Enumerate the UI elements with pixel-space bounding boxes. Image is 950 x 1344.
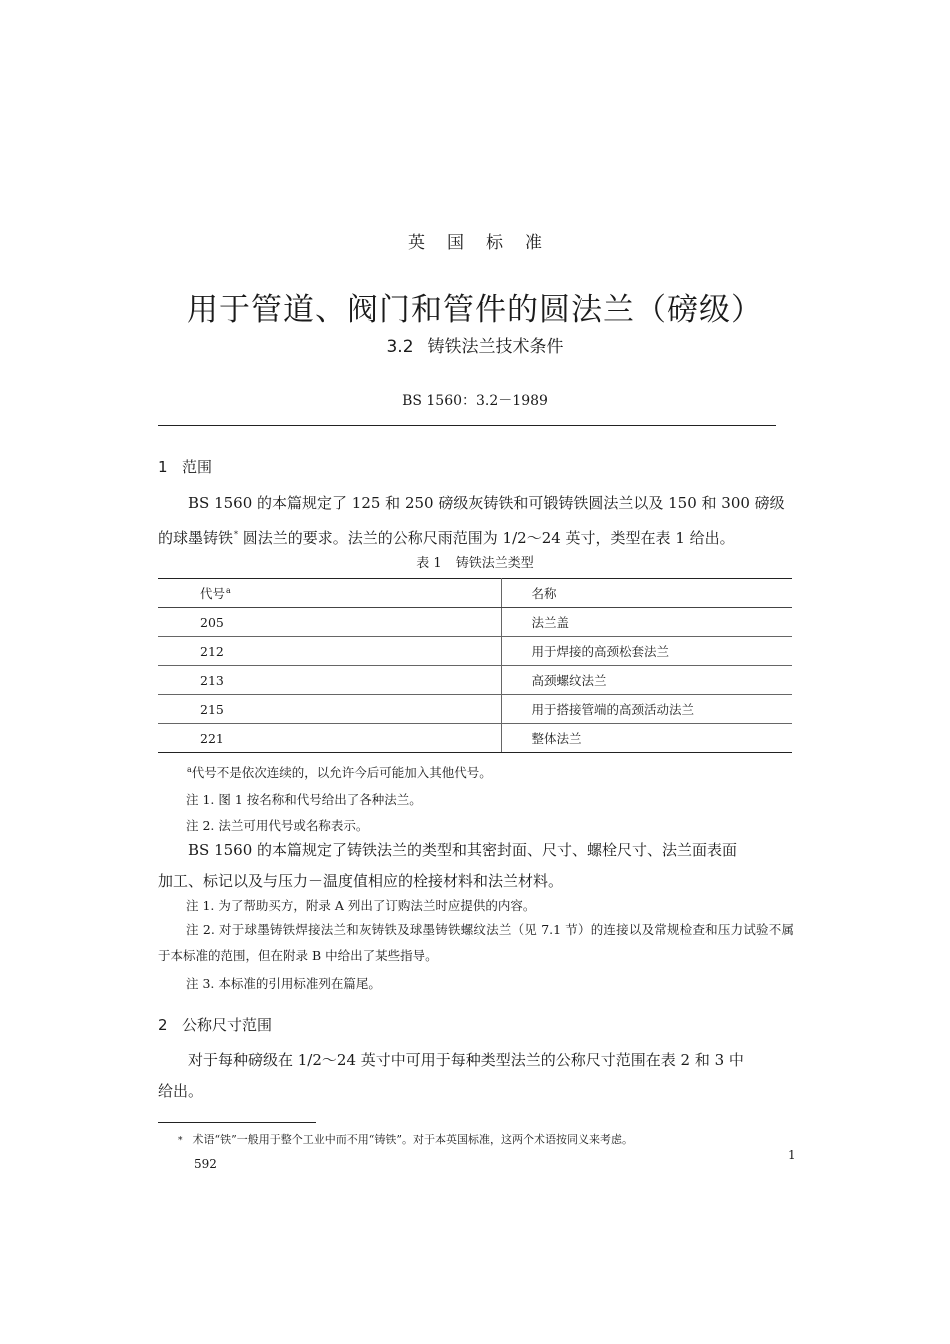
table-caption-text: 铸铁法兰类型 xyxy=(455,556,534,571)
note-2: 注 2. 法兰可用代号或名称表示。 xyxy=(186,818,369,833)
section2-paragraph xyxy=(158,1045,794,1107)
note-b2: 注 2. 对于球墨铸铁焊接法兰和灰铸铁及球墨铸铁螺纹法兰（见 7.1 节）的连接以及常规检查和压力试验不属于本标准的范围，但在附录 B 中给出了某些指导。 xyxy=(158,922,794,963)
paragraph-line: 的球墨铸铁* 圆法兰的要求。法兰的公称尺雨范围为 1/2～24 英寸，类型在表 1 给出。 xyxy=(158,529,735,547)
page-footnote: * 术语“铁”一般用于整个工业中而不用“铸铁”。对于本英国标准，这两个术语按同义来考虑。 xyxy=(178,1133,633,1146)
paragraph-line: 给出。 xyxy=(158,1082,204,1100)
table-footnote: $^a$代号不是依次连续的，以允许今后可能加入其他代号。 xyxy=(187,764,492,780)
footnote-divider xyxy=(158,1122,316,1123)
cell-code: 215 xyxy=(158,695,501,724)
cell-name: 用于焊接的高颈松套法兰 xyxy=(501,637,792,666)
section-number: 1 xyxy=(158,458,168,476)
paragraph-line: BS 1560 的本篇规定了铸铁法兰的类型和其密封面、尺寸、螺栓尺寸、法兰面表面 xyxy=(188,841,738,859)
table-caption-label: 表 1 xyxy=(416,556,442,571)
cell-code: 221 xyxy=(158,724,501,753)
paragraph-line: 对于每种磅级在 1/2～24 英寸中可用于每种类型法兰的公称尺寸范围在表 2 和 3 中 xyxy=(188,1051,744,1069)
note-b3: 注 3. 本标准的引用标准列在篇尾。 xyxy=(186,976,381,991)
table-row xyxy=(158,695,792,724)
header-char: 准 xyxy=(525,233,542,253)
table-header-row xyxy=(158,579,792,608)
subtitle-text: 铸铁法兰技术条件 xyxy=(427,337,564,357)
note-1: 注 1. 图 1 按名称和代号给出了各种法兰。 xyxy=(186,792,422,807)
paragraph-line: BS 1560 的本篇规定了 125 和 250 磅级灰铸铁和可锻铸铁圆法兰以及 150 和 300 磅级 xyxy=(188,494,785,512)
section1-paragraph-1 xyxy=(158,488,794,554)
table-row xyxy=(158,724,792,753)
table-row xyxy=(158,666,792,695)
document-title: 用于管道、阀门和管件的圆法兰（磅级） xyxy=(187,292,763,328)
note-b1: 注 1. 为了帮助买方，附录 A 列出了订购法兰时应提供的内容。 xyxy=(186,898,536,913)
column-header-name: 名称 xyxy=(501,579,792,608)
column-header-code: 代号$^a$ xyxy=(158,579,501,608)
footnote-marker: * xyxy=(178,1136,183,1146)
cell-name: 整体法兰 xyxy=(501,724,792,753)
footnote-marker: * xyxy=(234,530,239,539)
page-number: 1 xyxy=(788,1148,796,1162)
section1-paragraph-2 xyxy=(158,835,794,897)
cell-name: 法兰盖 xyxy=(501,608,792,637)
document-subtitle xyxy=(0,332,950,357)
section-heading-1 xyxy=(158,456,212,477)
cell-name: 高颈螺纹法兰 xyxy=(501,666,792,695)
section-title: 范围 xyxy=(182,458,213,476)
table-footnote-marker: a xyxy=(226,585,231,595)
cell-code: 212 xyxy=(158,637,501,666)
header-char: 英 xyxy=(408,233,425,253)
table-row xyxy=(158,637,792,666)
standard-number: BS 1560：3.2－1989 xyxy=(402,393,548,409)
cell-name: 用于搭接管端的高颈活动法兰 xyxy=(501,695,792,724)
section-number: 2 xyxy=(158,1016,168,1034)
table-footnote-marker: a xyxy=(187,764,192,774)
header-char: 标 xyxy=(486,233,503,253)
section-heading-2 xyxy=(158,1014,272,1035)
subtitle-number: 3.2 xyxy=(386,337,414,357)
section-title: 公称尺寸范围 xyxy=(182,1016,273,1034)
table-row xyxy=(158,608,792,637)
header-char: 国 xyxy=(447,233,464,253)
cell-code: 205 xyxy=(158,608,501,637)
table-caption xyxy=(0,552,950,571)
header-divider xyxy=(158,425,776,426)
cell-code: 213 xyxy=(158,666,501,695)
clipped-page-number: 592 xyxy=(194,1157,217,1171)
flange-types-table xyxy=(158,578,792,753)
document-category-header xyxy=(0,228,950,253)
paragraph-line: 加工、标记以及与压力－温度值相应的栓接材料和法兰材料。 xyxy=(158,872,564,890)
